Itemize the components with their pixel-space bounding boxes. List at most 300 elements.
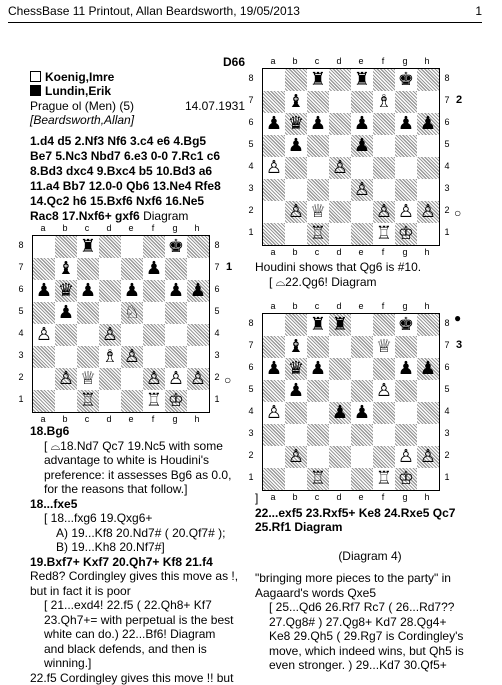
square-c6 [77, 280, 99, 302]
square-b4 [285, 402, 307, 424]
square-g7 [395, 91, 417, 113]
annotation-line: advantage to white is Houdini's [30, 453, 250, 468]
square-c6 [307, 358, 329, 380]
black-king-icon: ♚ [398, 316, 414, 334]
white-pawn-icon: ♙ [420, 203, 436, 221]
white-pawn-icon: ♙ [332, 159, 348, 177]
square-c2 [307, 446, 329, 468]
black-rook-icon: ♜ [332, 316, 348, 334]
square-h8 [417, 69, 439, 91]
square-b4 [285, 157, 307, 179]
square-d6 [329, 113, 351, 135]
square-a7 [263, 91, 285, 113]
square-f6 [143, 280, 165, 302]
chess-diagram-1: a b c d e f g h a b c d e f g h 8 8 7 7 6 6 5 5 4 4 3 3 2 2 1 1 ♜ ♚ ♝ ♟ ♟ ♛ ♟ ♟ ♟ ♟ ♟ ♘ ♙ ♙ ♗ ♙ ♙ ♕ ♙ ♙ ♙ ♖ ♖ ♔ 1 ○ [14, 223, 244, 428]
diagram-number: 3 [456, 339, 462, 351]
square-g4 [395, 402, 417, 424]
square-c4 [307, 402, 329, 424]
white-pawn-icon: ♙ [376, 382, 392, 400]
white-knight-icon: ♘ [124, 304, 140, 322]
square-e3 [121, 346, 143, 368]
paragraph-line: [ 25...Qd6 26.Rf7 Rc7 ( 26...Rd7?? [255, 600, 485, 615]
square-e4 [351, 402, 373, 424]
square-a5 [263, 135, 285, 157]
white-to-move-icon: ○ [454, 206, 461, 220]
paragraph-line: Aagaard's words Qxe5 [255, 586, 485, 601]
square-h8 [187, 236, 209, 258]
black-pawn-icon: ♟ [288, 382, 304, 400]
square-f7 [373, 336, 395, 358]
square-b8 [285, 69, 307, 91]
black-pawn-icon: ♟ [266, 115, 282, 133]
square-a4 [33, 324, 55, 346]
square-f7 [143, 258, 165, 280]
square-c2 [77, 368, 99, 390]
square-d5 [329, 380, 351, 402]
square-d4 [329, 402, 351, 424]
move-line-b: 25.Rf1 Diagram [255, 520, 485, 535]
square-a4 [263, 402, 285, 424]
square-g6 [165, 280, 187, 302]
file-labels-bottom: a b c d e f g h [262, 247, 438, 257]
black-pawn-icon: ♟ [398, 115, 414, 133]
square-h3 [187, 346, 209, 368]
square-a1 [263, 223, 285, 245]
square-c6 [307, 113, 329, 135]
square-b7 [55, 258, 77, 280]
annotation-line: 18.Bg6 [30, 424, 250, 439]
square-b4 [55, 324, 77, 346]
square-h7 [417, 336, 439, 358]
black-pawn-icon: ♟ [332, 404, 348, 422]
white-rook-icon: ♖ [376, 470, 392, 488]
annotation-line: 18...fxe5 [30, 497, 250, 512]
square-b2 [285, 446, 307, 468]
square-h5 [187, 302, 209, 324]
black-pawn-icon: ♟ [288, 137, 304, 155]
square-e1 [351, 468, 373, 490]
square-c3 [307, 179, 329, 201]
black-pawn-icon: ♟ [354, 115, 370, 133]
event-line: Prague ol (Men) (5) 14.07.1931 [30, 99, 245, 114]
annotator: [Beardsworth,Allan] [30, 113, 245, 128]
annotation-line: but in fact it is poor [30, 584, 250, 599]
square-g8 [395, 314, 417, 336]
square-d5 [99, 302, 121, 324]
square-b3 [55, 346, 77, 368]
square-g1 [165, 390, 187, 412]
square-g4 [395, 157, 417, 179]
black-pawn-icon: ♟ [310, 115, 326, 133]
annotation-line: [ 18...fxg6 19.Qxg6+ [30, 511, 250, 526]
square-e2 [351, 446, 373, 468]
square-b1 [55, 390, 77, 412]
diagram-number: 2 [456, 94, 462, 106]
square-f3 [373, 424, 395, 446]
annotation-line: [ ⌓18.Nd7 Qc7 19.Nc5 with some [30, 439, 250, 454]
white-bishop-icon: ♗ [376, 93, 392, 111]
square-h4 [187, 324, 209, 346]
houdini-line-1: Houdini shows that Qg6 is #10. [255, 260, 485, 275]
white-pawn-icon: ♙ [124, 348, 140, 366]
square-b5 [285, 135, 307, 157]
black-pawn-icon: ♟ [36, 282, 52, 300]
square-b2 [285, 201, 307, 223]
square-d7 [99, 258, 121, 280]
square-d6 [329, 358, 351, 380]
diagram-4-label: (Diagram 4) [255, 549, 485, 564]
square-a8 [263, 314, 285, 336]
move-line: 14.Qc2 h6 15.Bxf6 Nxf6 16.Ne5 [30, 194, 245, 209]
aagaard-paragraph [255, 571, 485, 673]
diagram-number: 1 [226, 261, 232, 273]
square-h2 [187, 368, 209, 390]
square-g1 [395, 223, 417, 245]
square-f8 [143, 236, 165, 258]
square-a7 [33, 258, 55, 280]
square-f2 [143, 368, 165, 390]
square-g3 [395, 179, 417, 201]
file-labels-top: a b c d e f g h [32, 223, 208, 233]
square-h2 [417, 446, 439, 468]
black-pawn-icon: ♟ [190, 282, 206, 300]
square-e7 [351, 336, 373, 358]
chess-diagram-3: a b c d e f g h a b c d e f g h 8 8 7 7 6 6 5 5 4 4 3 3 2 2 1 1 ♜ ♜ ♚ ♝ ♕ ♟ ♛ ♟ ♟ ♟ ♟ ♙ ♙ ♟ ♟ ♙ ♙ ♙ ♖ ♖ ♔ 3 ● [244, 301, 474, 506]
square-c4 [77, 324, 99, 346]
square-a1 [263, 468, 285, 490]
white-rook-icon: ♖ [310, 225, 326, 243]
paragraph-line: 27.Qg8# ) 27.Qg8+ Kd7 28.Qg4+ [255, 615, 485, 630]
square-a3 [263, 179, 285, 201]
black-queen-icon: ♛ [288, 360, 304, 378]
square-e8 [351, 314, 373, 336]
square-h7 [417, 91, 439, 113]
square-d1 [329, 468, 351, 490]
square-a6 [33, 280, 55, 302]
square-b3 [285, 424, 307, 446]
black-pawn-icon: ♟ [168, 282, 184, 300]
move-line: Be7 5.Nc3 Nbd7 6.e3 0-0 7.Rc1 c6 [30, 149, 245, 164]
square-c3 [307, 424, 329, 446]
black-queen-icon: ♛ [58, 282, 74, 300]
square-e2 [351, 201, 373, 223]
square-g5 [395, 135, 417, 157]
square-b1 [285, 468, 307, 490]
black-pawn-icon: ♟ [310, 360, 326, 378]
square-e5 [121, 302, 143, 324]
black-rook-icon: ♜ [80, 238, 96, 256]
square-h3 [417, 424, 439, 446]
square-e7 [351, 91, 373, 113]
square-d6 [99, 280, 121, 302]
square-d2 [329, 446, 351, 468]
square-h3 [417, 179, 439, 201]
square-d8 [99, 236, 121, 258]
file-labels-bottom: a b c d e f g h [262, 492, 438, 502]
square-d8 [329, 314, 351, 336]
annotation-line: and black defends, and then is [30, 642, 250, 657]
square-b6 [285, 113, 307, 135]
square-g6 [395, 113, 417, 135]
close-bracket: ] [255, 491, 485, 506]
right-annotations [255, 491, 485, 673]
square-f2 [373, 446, 395, 468]
square-c1 [307, 468, 329, 490]
square-f1 [143, 390, 165, 412]
black-pawn-icon: ♟ [58, 304, 74, 322]
square-e4 [351, 157, 373, 179]
square-c7 [307, 336, 329, 358]
square-b1 [285, 223, 307, 245]
white-queen-icon: ♕ [80, 370, 96, 388]
square-g5 [165, 302, 187, 324]
black-king-icon: ♚ [398, 71, 414, 89]
white-pawn-icon: ♙ [168, 370, 184, 388]
square-a6 [263, 113, 285, 135]
square-b2 [55, 368, 77, 390]
white-pawn-icon: ♙ [398, 448, 414, 466]
black-pawn-icon: ♟ [398, 360, 414, 378]
black-bishop-icon: ♝ [58, 260, 74, 278]
white-rook-icon: ♖ [146, 392, 162, 410]
square-h8 [417, 314, 439, 336]
square-b8 [285, 314, 307, 336]
square-d4 [329, 157, 351, 179]
square-b6 [285, 358, 307, 380]
annotation-line: for the reasons that follow.] [30, 482, 250, 497]
black-pawn-icon: ♟ [146, 260, 162, 278]
square-f1 [373, 468, 395, 490]
square-c3 [77, 346, 99, 368]
white-queen-icon: ♕ [310, 203, 326, 221]
white-king-icon: ♔ [168, 392, 184, 410]
white-pawn-icon: ♙ [420, 448, 436, 466]
square-a3 [263, 424, 285, 446]
white-pawn-icon: ♙ [266, 404, 282, 422]
square-f6 [373, 358, 395, 380]
square-d8 [329, 69, 351, 91]
black-queen-icon: ♛ [288, 115, 304, 133]
houdini-line-2: [ ⌓22.Qg6! Diagram [255, 275, 485, 290]
square-g2 [395, 201, 417, 223]
square-c1 [307, 223, 329, 245]
header-title: ChessBase 11 Printout, Allan Beardsworth, 19/05/2013 [8, 4, 300, 18]
game-moves [30, 134, 245, 224]
square-g7 [395, 336, 417, 358]
square-e1 [351, 223, 373, 245]
paragraph-line: Ke8 29.Qh5 ( 29.Rg7 is Cordingley's [255, 629, 485, 644]
eco-code: D66 [30, 55, 245, 70]
square-g8 [395, 69, 417, 91]
square-f4 [373, 157, 395, 179]
square-a4 [263, 157, 285, 179]
white-pawn-icon: ♙ [102, 326, 118, 344]
black-pawn-icon: ♟ [124, 282, 140, 300]
white-pawn-icon: ♙ [398, 203, 414, 221]
annotation-line: 19.Bxf7+ Kxf7 20.Qh7+ Kf8 21.f4 [30, 555, 250, 570]
paragraph-line: move, which indeed wins, but Qh5 is [255, 644, 485, 659]
square-c8 [307, 69, 329, 91]
move-line: 11.a4 Bb7 12.0-0 Qb6 13.Ne4 Rfe8 [30, 179, 245, 194]
square-g7 [165, 258, 187, 280]
black-pawn-icon: ♟ [354, 404, 370, 422]
square-f5 [373, 380, 395, 402]
square-g3 [395, 424, 417, 446]
square-b3 [285, 179, 307, 201]
square-f4 [143, 324, 165, 346]
square-h7 [187, 258, 209, 280]
square-f5 [143, 302, 165, 324]
square-h4 [417, 157, 439, 179]
square-f4 [373, 402, 395, 424]
white-to-move-icon: ○ [224, 373, 231, 387]
move-line-a: 22...exf5 23.Rxf5+ Ke8 24.Rxe5 Qc7 [255, 506, 485, 521]
square-e6 [351, 113, 373, 135]
square-d5 [329, 135, 351, 157]
square-h1 [417, 223, 439, 245]
square-f8 [373, 314, 395, 336]
square-h1 [417, 468, 439, 490]
chessboard [262, 313, 440, 491]
annotation-line: white can do.) 22...Bf6! Diagram [30, 627, 250, 642]
black-bishop-icon: ♝ [288, 93, 304, 111]
file-labels-top: a b c d e f g h [262, 56, 438, 66]
square-d3 [99, 346, 121, 368]
square-d2 [329, 201, 351, 223]
white-pawn-icon: ♙ [376, 203, 392, 221]
square-g6 [395, 358, 417, 380]
square-d7 [329, 336, 351, 358]
black-pawn-icon: ♟ [354, 137, 370, 155]
square-e4 [121, 324, 143, 346]
square-d7 [329, 91, 351, 113]
white-pawn-icon: ♙ [190, 370, 206, 388]
square-e2 [121, 368, 143, 390]
square-f6 [373, 113, 395, 135]
square-e5 [351, 135, 373, 157]
square-h1 [187, 390, 209, 412]
black-pawn-icon: ♟ [420, 360, 436, 378]
black-rook-icon: ♜ [310, 71, 326, 89]
move-line: Rac8 17.Nxf6+ gxf6 Diagram [30, 209, 245, 224]
square-g2 [165, 368, 187, 390]
square-f1 [373, 223, 395, 245]
annotation-line: 22.f5 Cordingley gives this move !! but [30, 671, 250, 685]
square-a2 [263, 201, 285, 223]
black-rook-icon: ♜ [354, 71, 370, 89]
square-e5 [351, 380, 373, 402]
game-header [30, 55, 245, 128]
square-a8 [263, 69, 285, 91]
square-d1 [329, 223, 351, 245]
black-pawn-icon: ♟ [266, 360, 282, 378]
square-c5 [77, 302, 99, 324]
square-b5 [285, 380, 307, 402]
square-d3 [329, 179, 351, 201]
square-e6 [351, 358, 373, 380]
black-player: Lundin,Erik [30, 84, 245, 99]
square-b7 [285, 91, 307, 113]
white-rook-icon: ♖ [376, 225, 392, 243]
annotation-line: winning.] [30, 656, 250, 671]
white-player: Koenig,Imre [30, 70, 245, 85]
square-e1 [121, 390, 143, 412]
square-e6 [121, 280, 143, 302]
square-b5 [55, 302, 77, 324]
white-queen-icon: ♕ [376, 338, 392, 356]
square-d4 [99, 324, 121, 346]
white-pawn-icon: ♙ [288, 448, 304, 466]
square-a5 [33, 302, 55, 324]
square-a7 [263, 336, 285, 358]
square-a1 [33, 390, 55, 412]
square-f7 [373, 91, 395, 113]
white-rook-icon: ♖ [310, 470, 326, 488]
square-f3 [143, 346, 165, 368]
square-e7 [121, 258, 143, 280]
square-d2 [99, 368, 121, 390]
white-pawn-icon: ♙ [146, 370, 162, 388]
paragraph-line: even stronger. ) 29...Kd7 30.Qf5+ [255, 658, 485, 673]
chessboard [32, 235, 210, 413]
page-header [8, 4, 482, 23]
square-h5 [417, 135, 439, 157]
annotation-line: Red8? Cordingley gives this move as !, [30, 569, 250, 584]
black-king-icon: ♚ [168, 238, 184, 256]
square-a2 [33, 368, 55, 390]
square-b7 [285, 336, 307, 358]
annotation-line: B) 19...Kh8 20.Nf7#] [30, 540, 250, 555]
square-b6 [55, 280, 77, 302]
white-square-icon [30, 71, 41, 82]
square-f8 [373, 69, 395, 91]
square-g1 [395, 468, 417, 490]
square-b8 [55, 236, 77, 258]
chessboard [262, 68, 440, 246]
black-rook-icon: ♜ [310, 316, 326, 334]
square-c1 [77, 390, 99, 412]
page-number: 1 [475, 4, 482, 18]
black-bishop-icon: ♝ [288, 338, 304, 356]
white-king-icon: ♔ [398, 225, 414, 243]
annotation-line: 23.Qh7+= with perpetual is the best [30, 613, 250, 628]
square-g8 [165, 236, 187, 258]
square-c7 [307, 91, 329, 113]
square-g4 [165, 324, 187, 346]
chess-diagram-2: a b c d e f g h a b c d e f g h 8 8 7 7 6 6 5 5 4 4 3 3 2 2 1 1 ♜ ♜ ♚ ♝ ♗ ♟ ♛ ♟ ♟ ♟ ♟ ♟ ♟ ♙ ♙ ♙ ♙ ♕ ♙ ♙ ♙ ♖ ♖ ♔ 2 ○ [244, 56, 474, 261]
square-a2 [263, 446, 285, 468]
white-rook-icon: ♖ [80, 392, 96, 410]
square-d3 [329, 424, 351, 446]
square-c4 [307, 157, 329, 179]
annotation-line: preference: it assesses Bg6 as 0.0, [30, 468, 250, 483]
square-h6 [417, 358, 439, 380]
square-d1 [99, 390, 121, 412]
square-c5 [307, 380, 329, 402]
black-square-icon [30, 85, 41, 96]
square-h6 [187, 280, 209, 302]
black-pawn-icon: ♟ [420, 115, 436, 133]
white-pawn-icon: ♙ [266, 159, 282, 177]
annotation-line: [ 21...exd4! 22.f5 ( 22.Qh8+ Kf7 [30, 598, 250, 613]
square-c7 [77, 258, 99, 280]
square-f2 [373, 201, 395, 223]
square-a3 [33, 346, 55, 368]
square-h2 [417, 201, 439, 223]
square-a8 [33, 236, 55, 258]
black-pawn-icon: ♟ [80, 282, 96, 300]
square-a6 [263, 358, 285, 380]
